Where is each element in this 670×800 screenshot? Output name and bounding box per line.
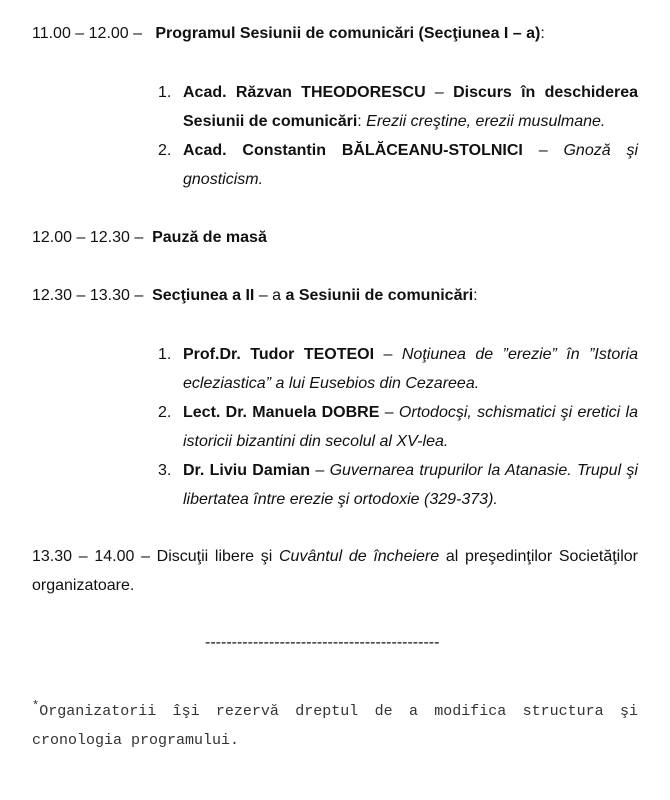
section2-title-b: – a [254,287,286,304]
dash: – [310,462,330,479]
closing-time: 13.30 – 14.00 – [32,548,157,565]
closing-text-italic: Cuvântul de încheiere [279,548,440,565]
closing-text-b: al preşedinţilor Societăţilor organizatoare. [32,548,638,594]
footnote-text: Organizatorii îşi rezervă dreptul de a modifica structura şi cronologia programului. [32,703,638,749]
speaker-name: Acad. Constantin BĂLĂCEANU-STOLNICI [183,142,523,159]
section2-title-c: a Sesiunii de comunicări [285,287,474,304]
section1-title: Programul Sesiunii de comunicări (Secţiunea I – a) [155,25,541,42]
list-item [183,78,638,136]
talk-topic: Guvernarea trupurilor la Atanasie. Trupul şi libertatea între erezie şi ortodoxie (329-373). [183,462,638,508]
talk-title: Discurs în deschiderea Sesiunii de comunicări [183,84,639,130]
section2-time: 12.30 – 13.30 – [32,287,144,304]
section1-colon: : [540,25,545,42]
talk-topic: Erezii creştine, erezii musulmane. [366,113,606,130]
talk-topic: Ortodocşi, schismatici şi eretici la istoricii bizantini din secolul al XV-lea. [183,404,638,450]
list-item [183,398,638,456]
list-item-number: 3. [158,462,172,479]
list-item [183,340,638,398]
section2-header [32,286,478,306]
speaker-name: Acad. Răzvan THEODORESCU [183,84,426,101]
lunch-time: 12.00 – 12.30 – [32,229,144,246]
dash: – [522,142,564,159]
speaker-name: Lect. Dr. Manuela DOBRE [183,404,380,421]
section1-header [32,24,545,44]
lunch-break [32,228,267,248]
speaker-name: Dr. Liviu Damian [183,462,311,479]
section1-time: 11.00 – 12.00 – [32,25,143,42]
list-item-number: 2. [158,142,172,159]
list-item [183,456,638,514]
footnote-mark: * [32,699,40,713]
closing-text-a: Discuţii libere şi [156,548,279,565]
list-item-number: 2. [158,404,172,421]
talk-topic: Gnoză şi gnosticism. [183,142,639,188]
dash: – [379,404,399,421]
closing-paragraph [32,542,638,600]
talk-topic: Noţiunea de ”erezie” în ”Istoria ecleziastica” a lui Eusebios din Cezareea. [183,346,638,392]
divider: -------------------------------------------- [205,634,440,651]
separator: : [357,113,367,130]
section2-colon: : [473,287,478,304]
dash: – [374,346,402,363]
speaker-name: Prof.Dr. Tudor TEOTEOI [183,346,375,363]
list-item-number: 1. [158,346,172,363]
section2-title-a: Secţiunea a II [152,287,255,304]
footnote [32,692,638,755]
list-item [183,136,638,194]
lunch-title: Pauză de masă [152,229,267,246]
dash: – [425,84,454,101]
list-item-number: 1. [158,84,172,101]
